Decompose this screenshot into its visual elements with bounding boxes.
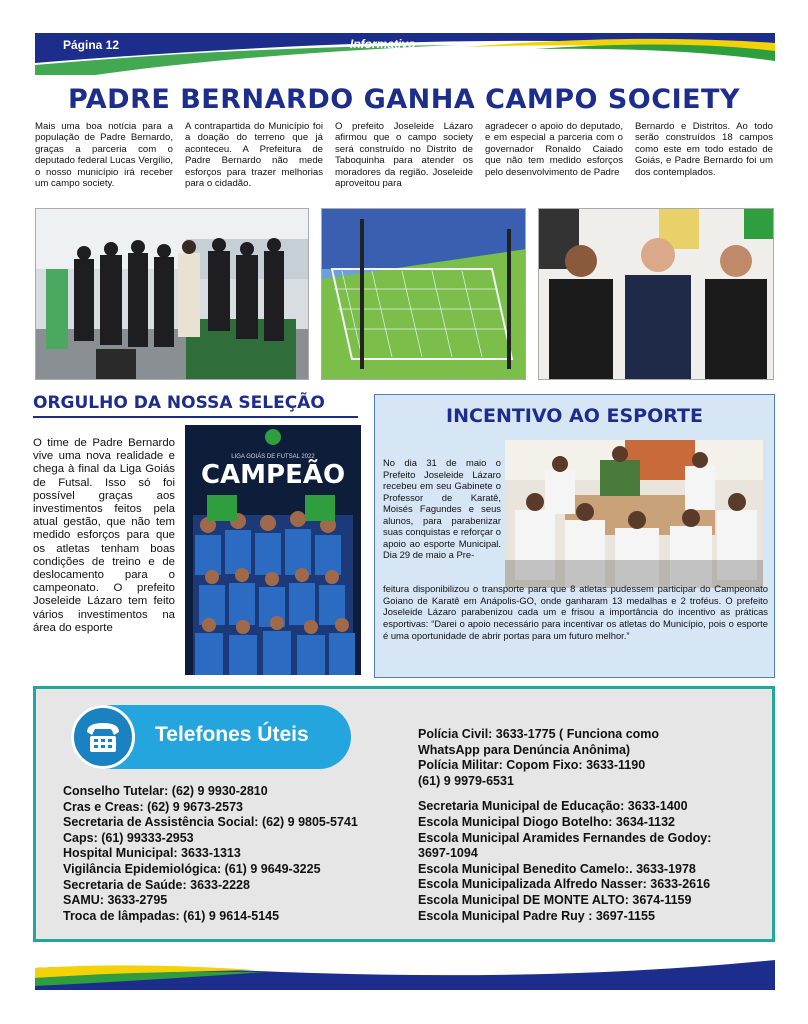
phone-entry: Polícia Civil: 3633-1775 ( Funciona como <box>418 727 660 741</box>
phone-entry: Vigilância Epidemiológica: (61) 9 9649-3225 <box>63 861 321 876</box>
ceremony-photo <box>35 208 309 380</box>
article-columns <box>35 121 775 203</box>
article-column: agradecer o apoio do deputado, e em especial a parceria com o governador Ronaldo Caiado que não tem medido esforços pelo desenvolvimento de Padre <box>485 121 623 178</box>
page-header <box>35 33 775 75</box>
phone-entry: WhatsApp para Denúncia Anônima) <box>418 742 631 757</box>
section-name: Informativo <box>350 37 416 51</box>
phone-entry: (61) 9 9979-6531 <box>418 773 514 788</box>
phones-title: Telefones Úteis <box>155 723 309 746</box>
phone-entry: Escola Municipal DE MONTE ALTO: 3674-1159 <box>418 892 692 907</box>
section-underline <box>33 416 358 418</box>
orgulho-text: O time de Padre Bernardo vive uma nova realidade e chega à final da Liga Goiás de Futsal. Isso só foi possível graças aos investimentos feitos pela atual gestão, que não tem medido esforços para que os atletas tenham boas condições de treino e de deslocamento para o campeonato. O prefeito Joseleide Lázaro tem feito vários investimentos na área do esporte <box>33 437 175 634</box>
phone-entry: Secretaria de Saúde: 3633-2228 <box>63 877 250 892</box>
incentivo-text-continued: feitura disponibilizou o transporte para que 8 atletas pudessem participar do Campeonato Goiano de Karatê em Anápolis-GO, onde ganharam 13 medalhas e 2 troféus. O prefeito Joseleide Lázaro parabenizou cada um e frisou a importância do incentivo as práticas esportivas: “Darei o apoio necessário para incentivar os atletas do Município, pois o esporte é uma oportunidade de abrir portas para um futuro melhor.” <box>383 583 768 641</box>
phone-entry: Caps: (61) 99333-2953 <box>63 830 194 845</box>
orgulho-title: ORGULHO DA NOSSA SELEÇÃO <box>33 393 325 413</box>
phone-entry: Escola Municipalizada Alfredo Nasser: 3633-2616 <box>418 877 711 892</box>
incentivo-title: INCENTIVO AO ESPORTE <box>446 405 703 427</box>
phone-entry: Polícia Militar: Copom Fixo: 3633-1190 <box>418 758 646 773</box>
article-column: A contrapartida do Município foi a doação do terreno que já aconteceu. A Prefeitura de Padre Bernardo não mede esforços para trazer melhorias para o cidadão. <box>185 121 323 190</box>
phone-entry: 3697-1094 <box>418 846 478 861</box>
page-footer <box>35 954 775 990</box>
phone-entry: Escola Municipal Aramides Fernandes de Godoy: <box>418 830 712 845</box>
phone-entry: Conselho Tutelar: (62) 9 9930-2810 <box>63 784 268 798</box>
phones-title-pill <box>71 705 351 769</box>
phone-icon <box>71 705 135 769</box>
page-headline: PADRE BERNARDO GANHA CAMPO SOCIETY <box>67 84 741 115</box>
phones-list-left <box>63 784 358 924</box>
champion-poster <box>185 425 361 675</box>
poster-league: LIGA GOIÁS DE FUTSAL 2022 <box>231 454 315 460</box>
phone-entry: SAMU: 3633-2795 <box>63 893 168 908</box>
officials-photo <box>538 208 774 380</box>
phone-entry: Hospital Municipal: 3633-1313 <box>63 846 241 861</box>
phone-entry: Escola Municipal Benedito Camelo:. 3633-1978 <box>418 861 696 876</box>
article-column: O prefeito Joseleide Lázaro afirmou que o campo society será construído no Distrito de Taboquinha para atender os moradores da região. Joseleide aproveitou para <box>335 121 473 190</box>
article-column: Bernardo e Distritos. Ao todo serão construídos 18 campos como este em todo estado de Goiás, e Padre Bernardo foi um dos contemplados. <box>635 121 773 178</box>
phone-entry: Secretaria Municipal de Educação: 3633-1400 <box>418 799 688 814</box>
page-number: Página 12 <box>63 38 120 52</box>
field-photo <box>321 208 526 380</box>
incentivo-text: No dia 31 de maio o Prefeito Joseleide Lázaro recebeu em seu Gabinete o Professor de Karatê, Moisés Fagundes e seus alunos, para parabenizar suas conquistas e reforçar o apoio ao esporte Municipal. Dia 29 de maio a Pre- <box>383 457 501 560</box>
phone-entry: Escola Municipal Diogo Botelho: 3634-1132 <box>418 814 676 829</box>
phone-entry: Troca de lâmpadas: (61) 9 9614-5145 <box>63 908 280 923</box>
incentivo-box <box>374 394 775 678</box>
article-column: Mais uma boa notícia para a população de Padre Bernardo, graças a parceria com o deputado federal Lucas Vergílio, o nosso município irá receber um campo society. <box>35 121 173 190</box>
phones-list-right <box>418 727 711 924</box>
karate-photo <box>505 440 763 588</box>
footer-band <box>35 954 775 990</box>
phone-entry: Escola Municipal Padre Ruy : 3697-1155 <box>418 908 655 923</box>
phone-entry: Cras e Creas: (62) 9 9673-2573 <box>63 799 243 814</box>
poster-title: CAMPEÃO <box>200 460 346 490</box>
useful-phones-box <box>33 686 775 942</box>
phone-entry: Secretaria de Assistência Social: (62) 9 9805-5741 <box>63 815 358 830</box>
